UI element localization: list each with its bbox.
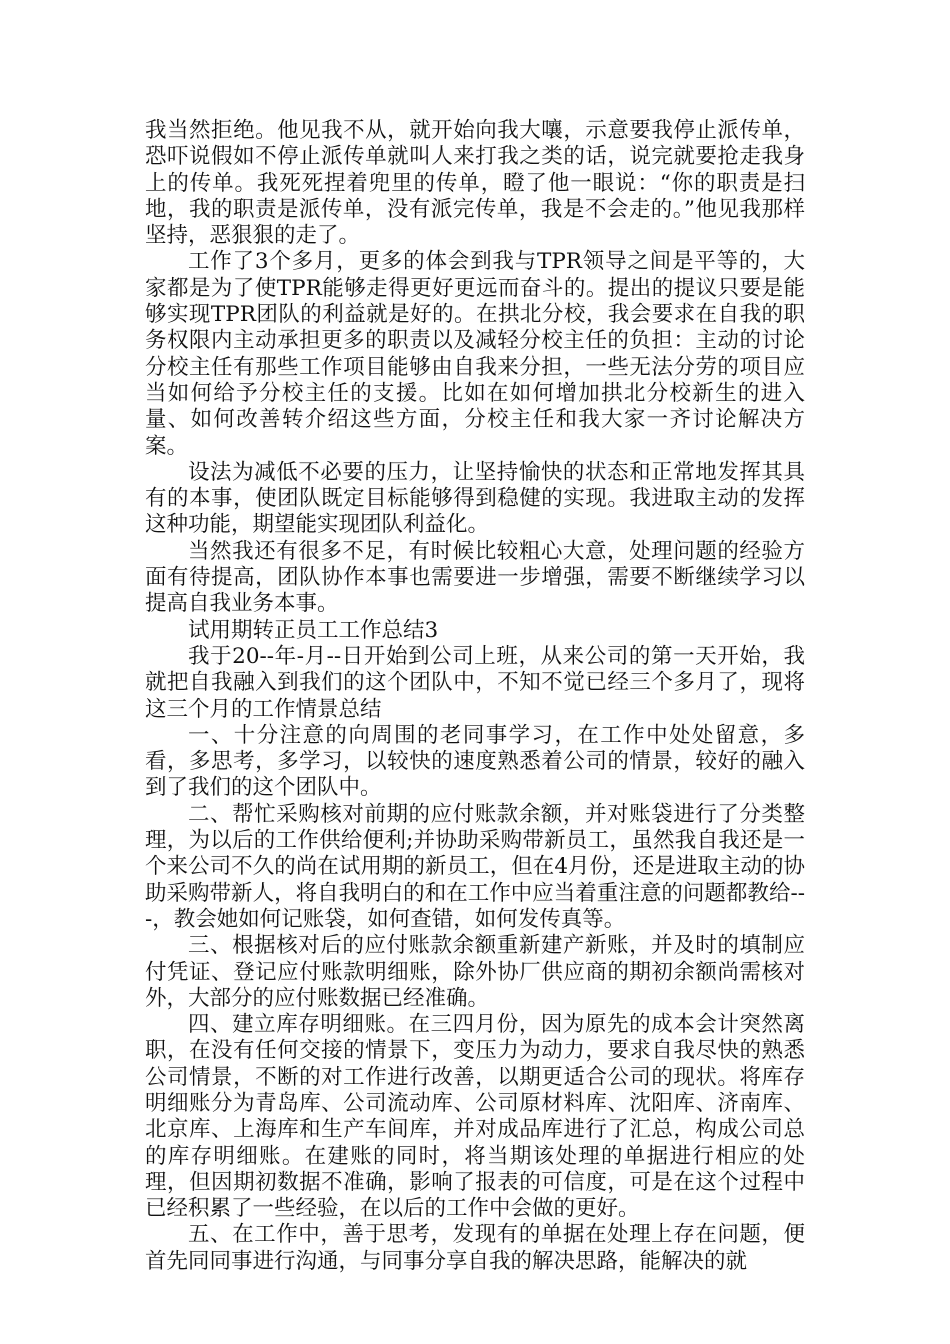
paragraph-2: 工作了3个多月，更多的体会到我与TPR领导之间是平等的，大家都是为了使TPR能够走得更好更远而奋斗的。提出的提议只要是能够实现TPR团队的利益就是好的。在拱北分校，我会要求在自我的职务权限内主动承担更多的职责以及减轻分校主任的负担：主动的讨论分校主任有那些工作项目能够由自我来分担，一些无法分劳的项目应当如何给予分校主任的支援。比如在如何增加拱北分校新生的进入量、如何改善转介绍这些方面，分校主任和我大家一齐讨论解决方案。 — [145, 249, 805, 459]
document-body — [145, 118, 805, 1275]
paragraph-5: 我于20--年-月--日开始到公司上班，从来公司的第一天开始，我就把自我融入到我们的这个团队中，不知不觉已经三个多月了，现将这三个月的工作情景总结 — [145, 643, 805, 722]
paragraph-3: 设法为减低不必要的压力，让坚持愉快的状态和正常地发挥其具有的本事，使团队既定目标能够得到稳健的实现。我进取主动的发挥这种功能，期望能实现团队利益化。 — [145, 459, 805, 538]
paragraph-9: 四、建立库存明细账。在三四月份，因为原先的成本会计突然离职，在没有任何交接的情景下，变压力为动力，要求自我尽快的熟悉公司情景，不断的对工作进行改善，以期更适合公司的现状。将库存明细账分为青岛库、公司流动库、公司原材料库、沈阳库、济南库、北京库、上海库和生产车间库，并对成品库进行了汇总，构成公司总的库存明细账。在建账的同时，将当期该处理的单据进行相应的处理，但因期初数据不准确，影响了报表的可信度，可是在这个过程中已经积累了一些经验，在以后的工作中会做的更好。 — [145, 1012, 805, 1222]
section-heading: 试用期转正员工工作总结3 — [188, 617, 439, 643]
paragraph-8: 三、根据核对后的应付账款余额重新建产新账，并及时的填制应付凭证、登记应付账款明细账，除外协厂供应商的期初余额尚需核对外，大部分的应付账数据已经准确。 — [145, 933, 805, 1011]
paragraph-4: 当然我还有很多不足，有时候比较粗心大意，处理问题的经验方面有待提高，团队协作本事也需要进一步增强，需要不断继续学习以提高自我业务本事。 — [145, 538, 805, 617]
paragraph-6: 一、十分注意的向周围的老同事学习，在工作中处处留意，多看，多思考，多学习，以较快的速度熟悉着公司的情景，较好的融入到了我们的这个团队中。 — [145, 722, 805, 801]
paragraph-7: 二、帮忙采购核对前期的应付账款余额，并对账袋进行了分类整理，为以后的工作供给便利;并协助采购带新员工，虽然我自我还是一个来公司不久的尚在试用期的新员工，但在4月份，还是进取主动的协助采购带新人，将自我明白的和在工作中应当着重注意的问题都教给---，教会她如何记账袋，如何查错，如何发传真等。 — [145, 801, 805, 932]
paragraph-1: 我当然拒绝。他见我不从，就开始向我大嚷，示意要我停止派传单，恐吓说假如不停止派传单就叫人来打我之类的话，说完就要抢走我身上的传单。我死死捏着兜里的传单，瞪了他一眼说：“你的职责是扫地，我的职责是派传单，没有派完传单，我是不会走的。”他见我那样坚持，恶狠狠的走了。 — [145, 118, 805, 249]
paragraph-10: 五、在工作中，善于思考，发现有的单据在处理上存在问题，便首先同同事进行沟通，与同事分享自我的解决思路，能解决的就 — [145, 1222, 805, 1274]
